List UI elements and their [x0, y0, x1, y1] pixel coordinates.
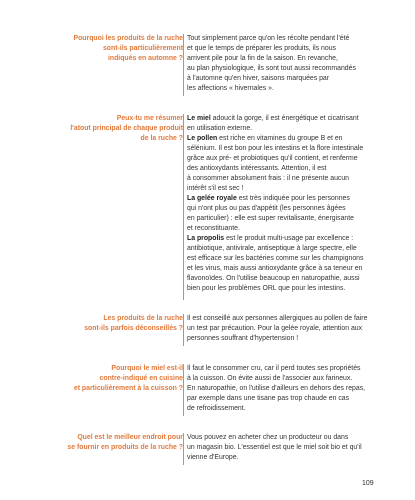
answer-line: des antioxydants intéressants. Attention, il est — [187, 165, 327, 172]
answer-line: Tout simplement parce qu'on les récolte pendant l'été — [187, 35, 350, 42]
question-line: Quel est le meilleur endroit pour — [77, 434, 183, 441]
question — [33, 114, 183, 144]
question-line: contre-indiqué en cuisine — [99, 375, 183, 382]
answer-text: est riche en vitamines du groupe B et en — [219, 135, 343, 142]
answer-line: est efficace sur les bactéries comme sur les champignons — [187, 255, 364, 262]
answer-line: vienne d'Europe. — [187, 454, 239, 461]
term-pollen: Le pollen — [187, 135, 218, 142]
vertical-rule — [183, 114, 184, 300]
question-line: sont-ils particulièrement — [102, 45, 183, 52]
question — [33, 364, 183, 394]
question-line: indiqués en automne ? — [107, 55, 183, 62]
answer-line: et reconstituante. — [187, 225, 240, 232]
answer-text: est très indiquée pour les personnes — [238, 195, 350, 202]
answer-line: en utilisation externe. — [187, 125, 253, 132]
answer-line — [187, 134, 387, 144]
answer — [187, 314, 387, 344]
answer-line: grâce aux pré- et probiotiques qu'il contient, et renferme — [187, 155, 358, 162]
answer-line: Il est conseillé aux personnes allergiques au pollen de faire — [187, 315, 368, 322]
answer-line: à la cuisson. On évite aussi de l'associer aux farineux. — [187, 375, 353, 382]
vertical-rule — [183, 34, 184, 96]
answer-line: Il faut le consommer cru, car il perd toutes ses propriétés — [187, 365, 361, 372]
term-honey: Le miel — [187, 115, 211, 122]
answer-line: en particulier) : elle est super revitalisante, énergisante — [187, 215, 354, 222]
answer-line: En naturopathie, on l'utilise d'ailleurs en dehors des repas, — [187, 385, 366, 392]
question-line: se fournir en produits de la ruche ? — [67, 444, 183, 451]
answer-line: à l'automne qu'en hiver, saisons marquées par — [187, 75, 330, 82]
answer-line: les affections « hivernales ». — [187, 85, 274, 92]
answer-line: sélénium. Il est bon pour les intestins et la flore intestinale — [187, 145, 364, 152]
question-line: sont-ils parfois déconseillés ? — [84, 325, 183, 332]
answer-text: adoucit la gorge, il est énergétique et cicatrisant — [212, 115, 359, 122]
term-propolis: La propolis — [187, 235, 225, 242]
question — [33, 433, 183, 453]
answer-line: au plan physiologique, ils sont tout aussi recommandés — [187, 65, 356, 72]
answer-line: qui n'ont plus ou pas d'appétit (les personnes âgées — [187, 205, 346, 212]
question-line: de la ruche ? — [140, 135, 183, 142]
question — [33, 34, 183, 64]
answer-line: flavonoïdes. On l'utilise beaucoup en naturopathie, aussi — [187, 275, 360, 282]
answer-line: de refroidissement. — [187, 405, 246, 412]
answer-line — [187, 194, 387, 204]
question-line: Pourquoi le miel est-il — [111, 365, 183, 372]
answer-line: et les virus, mais aussi antioxydante grâce à sa teneur en — [187, 265, 363, 272]
answer-line — [187, 114, 387, 124]
answer-line: un test par précaution. Pour la gelée royale, attention aux — [187, 325, 363, 332]
vertical-rule — [183, 314, 184, 346]
answer-line: et que le temps de préparer les produits, ils nous — [187, 45, 336, 52]
vertical-rule — [183, 433, 184, 465]
answer-line: un magasin bio. L'essentiel est que le miel soit bio et qu'il — [187, 444, 362, 451]
answer-line: par exemple dans une tisane pas trop chaude en cas — [187, 395, 350, 402]
answer-line: intérêt s'il est sec ! — [187, 185, 244, 192]
answer — [187, 114, 387, 294]
page-number: 109 — [362, 480, 374, 487]
question-line: et particulièrement à la cuisson ? — [73, 385, 183, 392]
question-line: Les produits de la ruche — [103, 315, 183, 322]
term-royal-jelly: La gelée royale — [187, 195, 237, 202]
answer-line — [187, 234, 387, 244]
answer-line: à consommer absolument frais : il ne présente aucun — [187, 175, 350, 182]
vertical-rule — [183, 364, 184, 416]
answer-text: est le produit multi-usage par excellence : — [226, 235, 354, 242]
question — [33, 314, 183, 334]
answer-line: antibiotique, antivirale, antiseptique à large spectre, elle — [187, 245, 357, 252]
question-line: Pourquoi les produits de la ruche — [73, 35, 183, 42]
question-line: Peux-tu me résumer — [116, 115, 183, 122]
answer-line: arrivent pile pour la fin de la saison. En revanche, — [187, 55, 338, 62]
answer — [187, 433, 387, 463]
question-line: l'atout principal de chaque produit — [70, 125, 183, 132]
answer-line: bien pour les problèmes ORL que pour les intestins. — [187, 285, 346, 292]
answer — [187, 34, 387, 94]
answer-line: personnes souffrant d'hypertension ! — [187, 335, 299, 342]
answer-line: Vous pouvez en acheter chez un producteur ou dans — [187, 434, 349, 441]
answer — [187, 364, 387, 414]
